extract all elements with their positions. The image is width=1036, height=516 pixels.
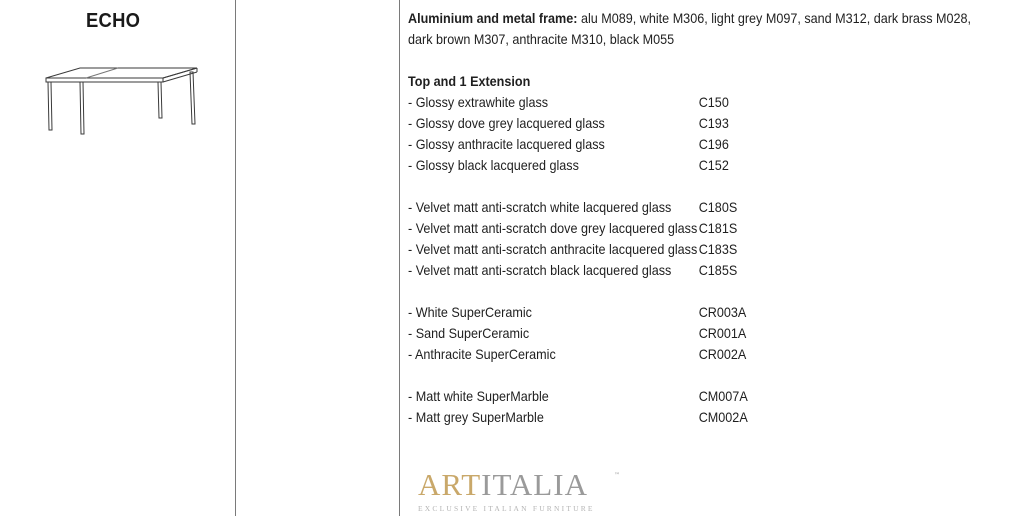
top-finish-group-glossy — [408, 92, 966, 176]
logo-tagline: EXCLUSIVE ITALIAN FURNITURE — [418, 504, 595, 513]
finish-code: C152 — [698, 157, 729, 173]
finish-row — [408, 92, 966, 113]
product-name: ECHO — [86, 10, 141, 32]
finish-name: - Glossy anthracite lacquered glass — [408, 136, 605, 152]
finish-row — [408, 197, 966, 218]
finish-name: - Glossy black lacquered glass — [408, 157, 579, 173]
finish-name: - Matt white SuperMarble — [408, 388, 549, 404]
spec-block — [408, 8, 1028, 428]
finish-code: CM007A — [698, 388, 748, 404]
finish-row — [408, 260, 966, 281]
frame-finishes — [408, 8, 972, 29]
column-divider-right — [399, 0, 400, 516]
finish-code: C181S — [698, 220, 738, 236]
finish-code: CR003A — [698, 304, 747, 320]
finish-code: CM002A — [698, 409, 748, 425]
finish-code: C185S — [698, 262, 738, 278]
group-spacer — [408, 365, 1028, 386]
finish-row — [408, 302, 966, 323]
finish-code: CR002A — [698, 346, 747, 362]
finish-name: - Velvet matt anti-scratch dove grey lacquered glass — [408, 220, 698, 236]
finish-name: - Matt grey SuperMarble — [408, 409, 544, 425]
column-divider-left — [235, 0, 236, 516]
top-heading: Top and 1 Extension — [408, 73, 531, 89]
finish-name: - Glossy extrawhite glass — [408, 94, 549, 110]
finish-row — [408, 155, 966, 176]
frame-finishes-text: alu M089, white M306, light grey M097, sand M312, dark brass M028, — [580, 10, 972, 26]
finish-name: - White SuperCeramic — [408, 304, 532, 320]
finish-row — [408, 344, 966, 365]
logo-art: ART — [418, 467, 482, 502]
finish-code: C150 — [698, 94, 729, 110]
frame-finishes-continued: dark brown M307, anthracite M310, black M055 — [408, 31, 675, 47]
frame-label: Aluminium and metal frame: — [408, 10, 578, 26]
finish-row — [408, 386, 966, 407]
finish-row — [408, 323, 966, 344]
finish-name: - Velvet matt anti-scratch white lacquered glass — [408, 199, 672, 215]
finish-row — [408, 239, 966, 260]
extendable-table-drawing-icon — [42, 60, 202, 136]
finish-row — [408, 134, 966, 155]
group-spacer — [408, 176, 1028, 197]
trademark-symbol: ™ — [614, 472, 620, 479]
finish-name: - Glossy dove grey lacquered glass — [408, 115, 605, 131]
finish-row — [408, 113, 966, 134]
finish-row — [408, 407, 966, 428]
logo-italia: ITALIA — [481, 467, 588, 502]
top-finish-group-supermarble — [408, 386, 966, 428]
brand-logo — [418, 468, 628, 516]
finish-code: C180S — [698, 199, 738, 215]
top-finish-group-superceramic — [408, 302, 966, 365]
group-spacer — [408, 281, 1028, 302]
finish-code: C196 — [698, 136, 729, 152]
logo-wordmark — [418, 468, 628, 502]
finish-code: C193 — [698, 115, 729, 131]
finish-code: C183S — [698, 241, 738, 257]
finish-row — [408, 218, 966, 239]
finish-code: CR001A — [698, 325, 747, 341]
finish-name: - Anthracite SuperCeramic — [408, 346, 556, 362]
finish-name: - Sand SuperCeramic — [408, 325, 530, 341]
finish-name: - Velvet matt anti-scratch anthracite lacquered glass — [408, 241, 698, 257]
finish-name: - Velvet matt anti-scratch black lacquered glass — [408, 262, 672, 278]
top-finish-group-velvet — [408, 197, 966, 281]
